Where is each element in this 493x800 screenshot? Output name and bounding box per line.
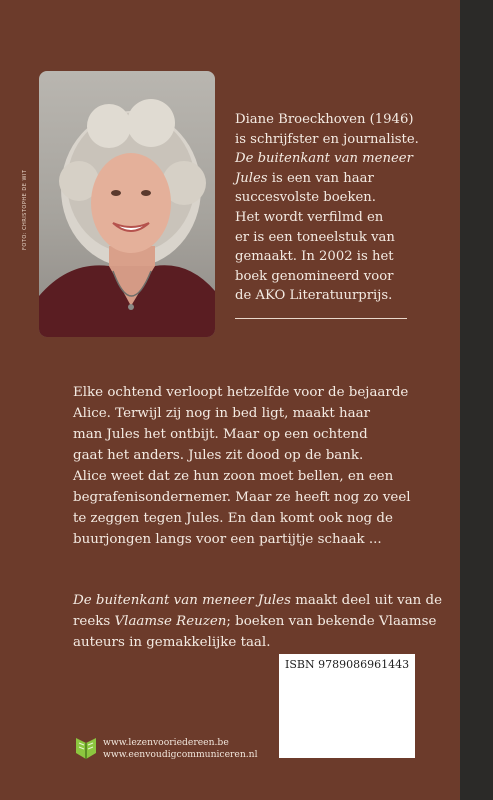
divider <box>235 318 407 319</box>
bio-line <box>235 149 425 169</box>
series-text: reeks <box>73 614 115 629</box>
series-name: Vlaamse Reuzen <box>114 614 227 629</box>
series-text: maakt deel uit van de <box>290 593 443 608</box>
bio-line: gemaakt. In 2002 is het <box>235 249 394 265</box>
bio-line: de AKO Literatuurprijs. <box>235 288 393 304</box>
blurb-line: Elke ochtend verloopt hetzelfde voor de bejaarde <box>73 385 409 400</box>
bio-line: is schrijfster en journaliste. <box>235 131 419 147</box>
author-bio <box>235 110 425 306</box>
author-portrait-illustration <box>39 71 215 337</box>
series-line <box>73 611 443 632</box>
series-line: auteurs in gemakkelijke taal. <box>73 635 271 650</box>
series-text: ; boeken van bekende Vlaamse <box>226 614 437 629</box>
url-link[interactable]: www.eenvoudigcommuniceren.nl <box>103 749 258 760</box>
bio-line: boek genomineerd voor <box>235 268 394 284</box>
publisher-links <box>103 737 258 761</box>
photo-credit: FOTO: CHRISTOPHE DE WIT <box>22 169 28 250</box>
book-spine <box>460 0 493 800</box>
blurb-line: man Jules het ontbijt. Maar op een ochtend <box>73 427 368 442</box>
url-link[interactable]: www.lezenvooriedereen.be <box>103 737 229 748</box>
book-title: De buitenkant van meneer <box>235 151 413 167</box>
bio-text: is een van haar <box>267 170 374 186</box>
bio-line <box>235 169 425 189</box>
publisher-logo-icon <box>74 735 98 761</box>
book-title: De buitenkant van meneer Jules <box>73 593 291 608</box>
blurb-line: gaat het anders. Jules zit dood op de bank. <box>73 448 364 463</box>
barcode-area <box>279 654 415 758</box>
author-photo <box>39 71 215 337</box>
blurb-line: buurjongen langs voor een partijtje schaak ... <box>73 532 382 547</box>
blurb <box>73 382 443 550</box>
bio-line: Het wordt verfilmd en <box>235 209 384 225</box>
series-line <box>73 590 443 611</box>
bio-line: succesvolste boeken. <box>235 190 376 206</box>
blurb-line: begrafenisondernemer. Maar ze heeft nog zo veel <box>73 490 411 505</box>
book-title: Jules <box>235 170 268 186</box>
bio-line: er is een toneelstuk van <box>235 229 395 245</box>
bio-line: Diane Broeckhoven (1946) <box>235 112 414 127</box>
series-info <box>73 590 443 653</box>
blurb-line: te zeggen tegen Jules. En dan komt ook nog de <box>73 511 393 526</box>
isbn-number: ISBN 9789086961443 <box>285 658 410 671</box>
blurb-line: Alice. Terwijl zij nog in bed ligt, maakt haar <box>73 406 371 421</box>
blurb-line: Alice weet dat ze hun zoon moet bellen, en een <box>73 469 394 484</box>
